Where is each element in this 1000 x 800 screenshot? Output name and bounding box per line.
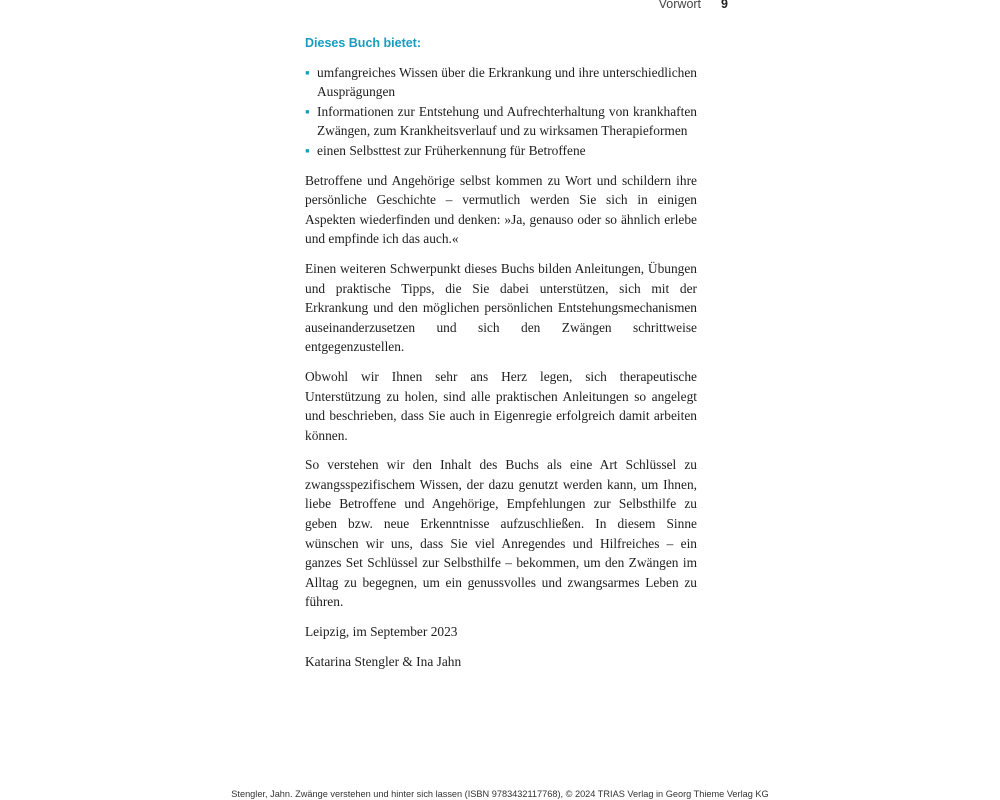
list-item-text: einen Selbsttest zur Früherkennung für Betroffene: [317, 142, 586, 158]
list-item: [305, 63, 697, 102]
list-item: [305, 102, 697, 141]
paragraph-exercises: Einen weiteren Schwerpunkt dieses Buchs bilden Anleitungen, Übungen und praktische Tipps, die Sie dabei unterstützen, sich mit der Erkrankung und den möglichen persönlichen Entstehungsmechanismen auseinanderzusetzen und sich den Zwängen schrittweise entgegenzustellen.: [305, 260, 697, 355]
text-column: [305, 30, 697, 681]
paragraph-voices: Betroffene und Angehörige selbst kommen zu Wort und schildern ihre persönliche Geschichte – vermutlich werden Sie sich in einigen Aspekten wiederfinden und denken: »Ja, genauso oder so ähnlich erlebe und empfinde ich das auch.«: [305, 172, 697, 247]
bullet-icon: ▪: [305, 142, 310, 158]
bullet-icon: ▪: [305, 103, 310, 119]
place-date: Leipzig, im September 2023: [305, 624, 458, 640]
page-number: 9: [721, 0, 728, 11]
feature-list: [305, 63, 697, 161]
paragraph-key: So verstehen wir den Inhalt des Buchs als eine Art Schlüssel zu zwangsspezifischem Wissen, der dazu genutzt werden kann, um Ihnen, liebe Betroffene und Angehörige, Empfehlungen zur Selbsthilfe zu geben bzw. neue Erkenntnisse aufzuschließen. In diesem Sinne wünschen wir uns, dass Sie viel Anregendes und Hilfreiches – ein ganzes Set Schlüssel zur Selbsthilfe – bekommen, um den Zwängen im Alltag zu begegnen, um ein genussvolles und zwangsarmes Leben zu führen.: [305, 457, 697, 610]
running-header: [600, 0, 728, 11]
copyright-footer: Stengler, Jahn. Zwänge verstehen und hinter sich lassen (ISBN 9783432117768), © 2024 TRIAS Verlag in Georg Thieme Verlag KG: [231, 789, 769, 799]
section-title: Vorwort: [658, 0, 702, 11]
paragraph-self-help: Obwohl wir Ihnen sehr ans Herz legen, sich therapeutische Unterstützung zu holen, sind alle praktischen Anleitungen so angelegt und beschrieben, dass Sie auch in Eigenregie erfolgreich damit arbeiten können.: [305, 368, 697, 443]
list-item-text: umfangreiches Wissen über die Erkrankung und ihre unterschiedlichen Ausprägungen: [317, 64, 697, 100]
list-item-text: Informationen zur Entstehung und Aufrechterhaltung von krankhaften Zwängen, zum Krankheitsverlauf und zu wirksamen Therapieformen: [317, 103, 697, 139]
authors: Katarina Stengler & Ina Jahn: [305, 653, 462, 669]
box-title: Dieses Buch bietet:: [305, 36, 422, 50]
list-item: [305, 141, 697, 161]
bullet-icon: ▪: [305, 64, 310, 80]
